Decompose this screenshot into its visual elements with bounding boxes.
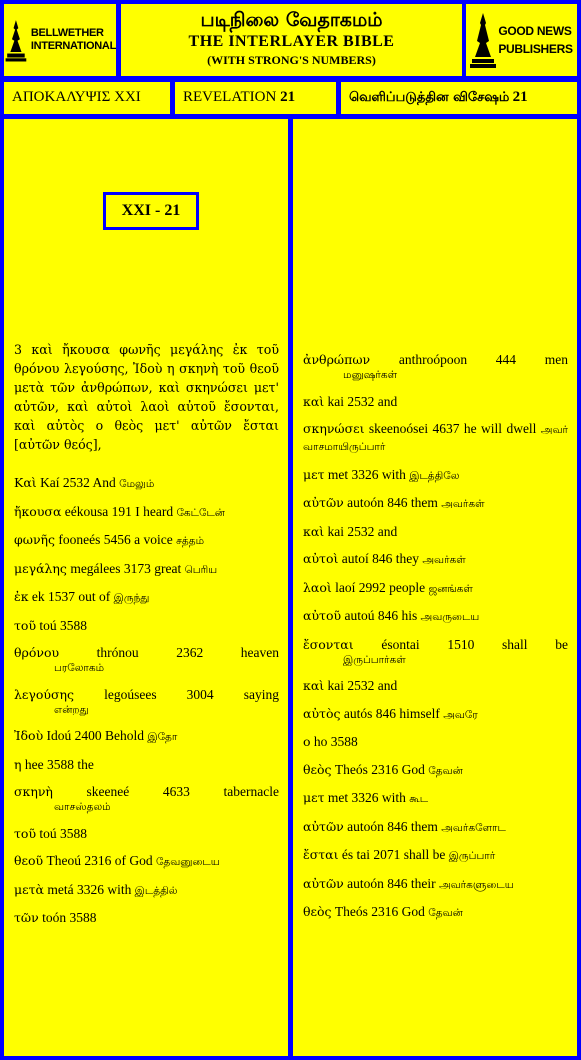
word-entry: [14, 757, 279, 773]
title-english: THE INTERLAYER BIBLE: [188, 33, 395, 50]
transliteration-gloss: eékousa 191 I heard: [61, 503, 174, 519]
tamil-gloss: மனுஷர்கள்: [343, 369, 398, 381]
tamil-gloss: அவர்கள்: [419, 554, 466, 566]
greek-word: θεὸς: [303, 761, 332, 777]
logo-right-line2: PUBLISHERS: [498, 42, 573, 56]
transliteration-gloss: autós 846 himself: [340, 705, 440, 721]
lamb-icon: [4, 11, 28, 69]
tamil-gloss: அவருடைய: [417, 611, 480, 623]
word-entry: [303, 678, 568, 694]
transliteration-gloss: toú 3588: [36, 825, 88, 841]
transliteration-gloss: toón 3588: [38, 910, 97, 925]
tamil-gloss: பெரிய: [181, 563, 218, 576]
word-entry: [14, 826, 279, 842]
tamil-gloss: கேட்டேன்: [173, 506, 225, 519]
tamil-gloss: அவர்கள்: [437, 498, 485, 510]
greek-word: λεγούσης: [14, 686, 75, 702]
transliteration-gloss: megálees 3173 great: [66, 560, 182, 576]
greek-word: καὶ: [303, 678, 325, 693]
word-entry: [303, 762, 568, 779]
transliteration-gloss: Idoú 2400 Behold: [43, 728, 145, 743]
word-entry: [303, 790, 568, 807]
greek-word: λαοὶ: [303, 579, 332, 595]
word-entry: [14, 532, 279, 549]
transliteration-gloss: autoí 846 they: [338, 551, 420, 566]
transliteration-gloss: autoón 846 them: [343, 818, 438, 834]
greek-word: Καὶ: [14, 475, 37, 490]
transliteration-gloss: kai 2532 and: [324, 678, 398, 693]
word-entry: ἔσονται ésontai 1510 shall be இருப்பார்கள்: [303, 636, 568, 666]
greek-word: ἔσται: [303, 847, 339, 862]
greek-word: αὐτῶν: [303, 495, 344, 510]
word-entry: [14, 853, 279, 870]
transliteration-gloss: Theoú 2316 of God: [43, 853, 153, 868]
tamil-gloss: இருந்து: [110, 592, 150, 604]
transliteration-gloss: Kaí 2532 And: [36, 475, 116, 490]
greek-word: τοῦ: [14, 617, 37, 633]
greek-word: ἔσονται: [303, 636, 354, 652]
tamil-gloss: இடத்திலே: [405, 469, 460, 482]
transliteration-gloss: laoí 2992 people: [331, 579, 426, 595]
transliteration-gloss: hee 3588 the: [21, 756, 94, 772]
tamil-gloss: அவரே: [439, 708, 478, 721]
word-entry: [303, 904, 568, 921]
chapter-box: XXI - 21: [103, 192, 199, 230]
greek-word: μετ: [303, 466, 325, 482]
transliteration-gloss: Theós 2316 God: [331, 761, 425, 777]
word-entry: [14, 504, 279, 521]
tamil-gloss: அவர்களுடைய: [435, 878, 514, 891]
good-news-logo: [466, 4, 577, 76]
transliteration-gloss: met 3326 with: [324, 466, 406, 482]
word-entry: [303, 706, 568, 723]
greek-word: η: [14, 756, 22, 772]
transliteration-gloss: toú 3588: [36, 617, 88, 633]
word-entry: [303, 819, 568, 836]
word-entry: [303, 734, 568, 750]
greek-word: ἀνθρώπων: [303, 352, 371, 367]
greek-word: μετ: [303, 790, 325, 805]
transliteration-gloss: fooneés 5456 a voice: [55, 532, 173, 547]
logo-left-line1: BELLWETHER: [30, 27, 104, 39]
greek-word: σκηνώσει: [303, 421, 365, 436]
word-entry: [14, 882, 279, 899]
tamil-gloss: இருப்பார்: [445, 850, 496, 862]
tamil-gloss: தேவனுடைய: [152, 856, 220, 868]
greek-word: αὐτοὶ: [303, 551, 339, 566]
greek-word: θρόνου: [14, 645, 60, 660]
word-entry: λεγούσης legoúsees 3004 saying என்றது: [14, 686, 279, 716]
transliteration-gloss: kai 2532 and: [324, 523, 398, 539]
word-entry: [303, 847, 568, 864]
transliteration-gloss: ek 1537 out of: [28, 589, 111, 604]
word-entry: [303, 580, 568, 597]
transliteration-gloss: skeenoósei 4637 he will dwell: [364, 421, 537, 436]
greek-word: Ἰδοὺ: [14, 728, 44, 743]
word-entry: [303, 495, 568, 512]
greek-word: σκηνὴ: [14, 784, 53, 799]
transliteration-gloss: autoón 846 their: [343, 875, 436, 891]
tamil-gloss: கூட: [405, 793, 429, 805]
greek-word: αὐτὸς: [303, 705, 341, 721]
transliteration-gloss: autoón 846 them: [343, 495, 438, 510]
tamil-gloss: வாசஸ்தலம்: [54, 801, 111, 813]
greek-word: ἤκουσα: [14, 503, 62, 519]
greek-word: καὶ: [303, 393, 325, 409]
transliteration-gloss: kai 2532 and: [324, 393, 398, 409]
reference-english-book: REVELATION: [183, 89, 277, 105]
word-entry: σκηνὴ skeeneé 4633 tabernacle வாசஸ்தலம்: [14, 784, 279, 813]
logo-left-line2: INTERNATIONAL: [30, 40, 116, 52]
subtitle: (WITH STRONG'S NUMBERS): [207, 53, 376, 67]
transliteration-gloss: metá 3326 with: [43, 881, 132, 897]
reference-tamil-book: வெளிப்படுத்தின விசேஷம்: [349, 90, 510, 105]
title-tamil: படிநிலை வேதாகமம்: [200, 9, 383, 31]
word-entry: [303, 421, 568, 455]
transliteration-gloss: autoú 846 his: [341, 608, 418, 623]
reference-english-panel: [175, 82, 336, 114]
word-entry: [303, 551, 568, 568]
greek-word: αὐτῶν: [303, 875, 344, 891]
word-entry: θρόνου thrónou 2362 heaven பரலோகம்: [14, 645, 279, 674]
title-panel: [121, 4, 462, 76]
tamil-gloss: தேவன்: [424, 764, 463, 777]
word-entry: ἀνθρώπων anthroópoon 444 men மனுஷர்கள்: [303, 352, 568, 381]
tamil-gloss: இருப்பார்கள்: [343, 653, 406, 666]
transliteration-gloss: és tai 2071 shall be: [338, 847, 446, 862]
greek-word: θεοῦ: [14, 853, 44, 868]
word-entry: [303, 467, 568, 484]
word-entry: [303, 524, 568, 540]
greek-word: τοῦ: [14, 825, 37, 841]
tamil-gloss: சத்தம்: [172, 535, 205, 547]
tamil-gloss: மேலும்: [115, 478, 155, 490]
greek-word: καὶ: [303, 523, 325, 539]
word-entry: [14, 589, 279, 606]
left-entry-list: [14, 475, 279, 938]
greek-word: ο: [303, 734, 311, 749]
word-entry: [303, 876, 568, 893]
right-column: [293, 119, 577, 1056]
greek-word: αὐτῶν: [303, 818, 344, 834]
word-entry: [14, 728, 279, 745]
word-entry: [303, 608, 568, 625]
greek-word: αὐτοῦ: [303, 608, 342, 623]
word-entry: [14, 561, 279, 578]
left-column: [4, 119, 288, 1056]
greek-word: ἐκ: [14, 589, 29, 604]
tamil-gloss: பரலோகம்: [54, 662, 105, 674]
reference-tamil-panel: [341, 82, 577, 114]
transliteration-gloss: ho 3588: [310, 734, 358, 749]
tamil-gloss: என்றது: [54, 703, 89, 716]
greek-word: μεγάλης: [14, 560, 67, 576]
word-entry: [14, 910, 279, 926]
word-entry: [303, 394, 568, 410]
reference-tamil-chapter: 21: [512, 89, 528, 105]
reference-greek: ΑΠΟΚΑΛΥΨΙΣ XXI: [12, 89, 141, 105]
logo-right-line1: GOOD NEWS: [498, 24, 572, 38]
greek-word: μετὰ: [14, 881, 44, 897]
tamil-gloss: ஜனங்கள்: [425, 582, 473, 595]
tamil-gloss: தேவன்: [424, 907, 463, 919]
tamil-gloss: இதோ: [144, 731, 178, 743]
tamil-gloss: இடத்தில்: [131, 884, 178, 897]
word-entry: [14, 475, 279, 492]
word-entry: [14, 618, 279, 634]
tamil-gloss: அவர்களோட: [437, 821, 506, 834]
greek-word: φωνῆς: [14, 532, 56, 547]
greek-word: τῶν: [14, 910, 39, 925]
tamil-gloss: அவர் வாசமாயிருப்பார்: [303, 424, 568, 453]
transliteration-gloss: met 3326 with: [324, 790, 406, 805]
greek-word: θεὸς: [303, 904, 332, 919]
reference-english-chapter: 21: [280, 89, 296, 105]
tower-icon: [470, 11, 496, 69]
right-entry-list: [303, 352, 568, 933]
verse-text: 3 καὶ ἤκουσα φωνῆς μεγάλης ἐκ τοῦ θρόνου λεγούσης, Ἰδοὺ η σκηνὴ τοῦ θεοῦ μετὰ τῶν ἀνθρώπων, καὶ σκηνώσει μετ' αὐτῶν, καὶ αὐτοὶ λαοὶ αὐτοῦ ἔσονται, καὶ αὐτὸς ο θεὸς μετ' αὐτῶν ἔσται [αὐτῶν θεός],: [14, 342, 279, 452]
reference-greek-panel: [4, 82, 170, 114]
transliteration-gloss: Theós 2316 God: [331, 904, 425, 919]
bellwether-logo: [4, 4, 116, 76]
